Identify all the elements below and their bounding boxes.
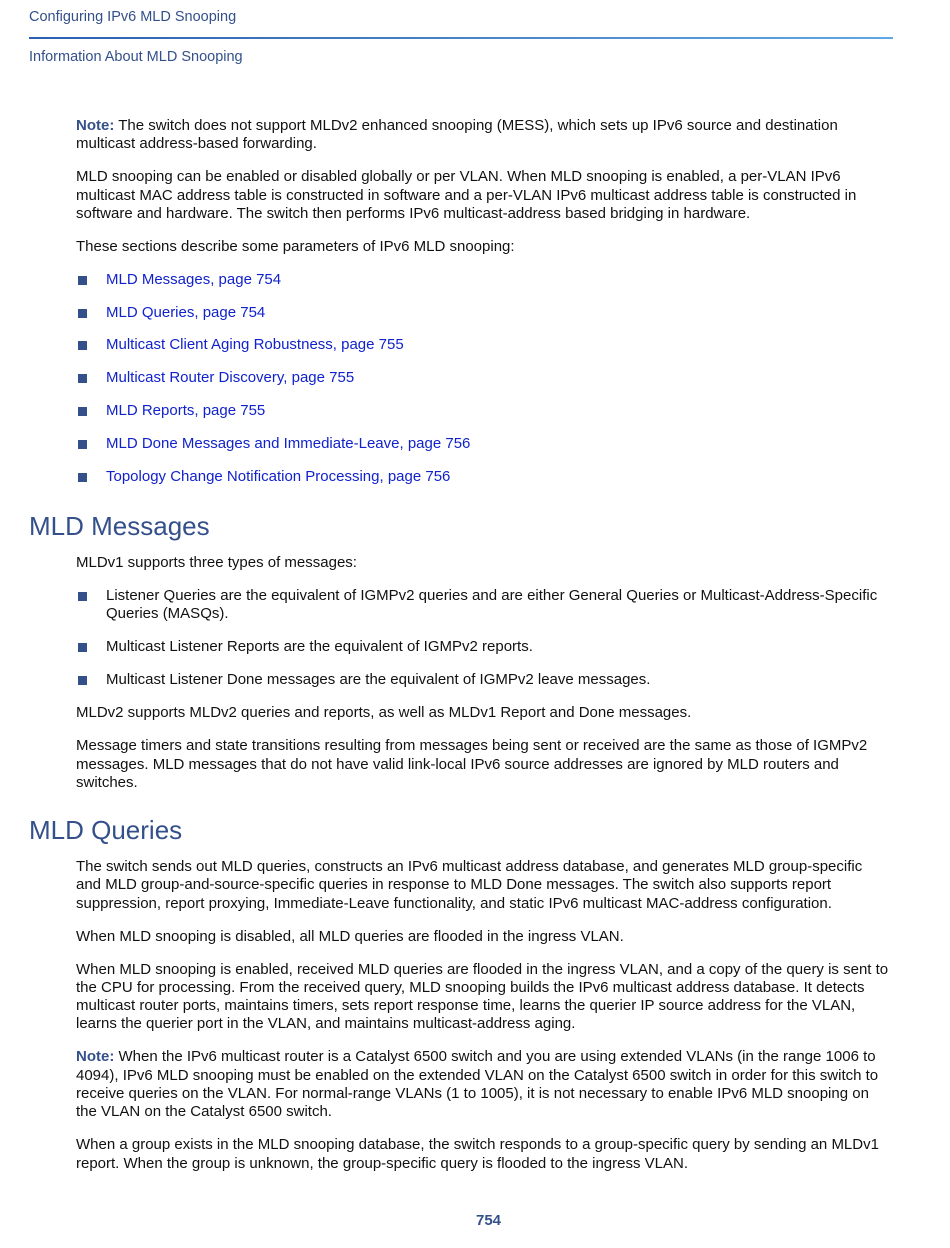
list-item xyxy=(76,402,891,420)
list-item xyxy=(76,336,891,354)
messages-lead-paragraph: MLDv1 supports three types of messages: xyxy=(76,554,357,571)
note-text: The switch does not support MLDv2 enhanced snooping (MESS), which sets up IPv6 source and destination multicast address-based forwarding. xyxy=(76,117,838,153)
bullet-square-icon xyxy=(78,643,87,652)
heading-mld-queries: MLD Queries xyxy=(29,815,183,845)
note-text: When the IPv6 multicast router is a Catalyst 6500 switch and you are using extended VLANs (in the range 1006 to 4094), IPv6 MLD snooping must be enabled on the extended VLAN on the Catalyst 6500 switch in order for this switch to receive queries on the VLAN. For normal-range VLANs (1 to 1005), it is not necessary to enable IPv6 MLD snooping on the VLAN on the Catalyst 6500 switch. xyxy=(76,1048,879,1121)
queries-paragraph: When a group exists in the MLD snooping database, the switch responds to a group-specific query by sending an MLDv1 report. When the group is unknown, the group-specific query is flooded to the ingress VLAN. xyxy=(76,1136,879,1172)
bullet-square-icon xyxy=(78,407,87,416)
queries-paragraph: The switch sends out MLD queries, constructs an IPv6 multicast address database, and generates MLD group-specific and MLD group-and-source-specific queries in response to MLD Done messages. The switch also supports report suppression, report proxying, Immediate-Leave functionality, and static IPv6 multicast MAC-address configuration. xyxy=(76,858,863,912)
section-link-list xyxy=(76,271,891,486)
list-item-text: Listener Queries are the equivalent of IGMPv2 queries and are either General Queries or Multicast-Address-Specific Queries (MASQs). xyxy=(106,586,878,623)
link-mld-queries[interactable]: MLD Queries, page 754 xyxy=(106,303,266,321)
intro-section xyxy=(76,117,891,500)
link-client-aging[interactable]: Multicast Client Aging Robustness, page 755 xyxy=(106,336,404,354)
list-item xyxy=(76,271,891,289)
note-label: Note: xyxy=(76,117,115,134)
list-item xyxy=(76,638,891,656)
intro-lead-paragraph: These sections describe some parameters of IPv6 MLD snooping: xyxy=(76,237,515,255)
intro-note xyxy=(76,117,891,154)
heading-mld-messages: MLD Messages xyxy=(29,511,210,541)
bullet-square-icon xyxy=(78,440,87,449)
list-item xyxy=(76,369,891,387)
section-title: Information About MLD Snooping xyxy=(29,49,243,65)
messages-section xyxy=(76,554,891,807)
chapter-title: Configuring IPv6 MLD Snooping xyxy=(29,9,237,25)
list-item xyxy=(76,435,891,453)
messages-paragraph: MLDv2 supports MLDv2 queries and reports, as well as MLDv1 Report and Done messages. xyxy=(76,704,692,722)
intro-paragraph: MLD snooping can be enabled or disabled globally or per VLAN. When MLD snooping is enabled, a per-VLAN IPv6 multicast MAC address table is constructed in software and a per-VLAN IPv6 multicast address table is constructed in software and hardware. The switch then performs IPv6 multicast-address based bridging in hardware. xyxy=(76,168,857,222)
messages-paragraph: Message timers and state transitions resulting from messages being sent or received are the same as those of IGMPv2 messages. MLD messages that do not have valid link-local IPv6 source addresses are ignored by MLD routers and switches. xyxy=(76,737,868,791)
bullet-square-icon xyxy=(78,309,87,318)
queries-paragraph: When MLD snooping is enabled, received MLD queries are flooded in the ingress VLAN, and a copy of the query is sent to the CPU for processing. From the received query, MLD snooping builds the IPv6 multicast address database. It detects multicast router ports, maintains timers, sets report response time, learns the querier IP source address for the VLAN, learns the querier port in the VLAN, and maintains multicast-address aging. xyxy=(76,960,889,1033)
link-mld-reports[interactable]: MLD Reports, page 755 xyxy=(106,402,266,420)
queries-section xyxy=(76,858,891,1188)
link-mld-messages[interactable]: MLD Messages, page 754 xyxy=(106,270,282,288)
queries-note xyxy=(76,1048,891,1121)
link-router-discovery[interactable]: Multicast Router Discovery, page 755 xyxy=(106,369,355,387)
page-number: 754 xyxy=(475,1212,502,1229)
link-topology-change[interactable]: Topology Change Notification Processing, page 756 xyxy=(106,467,451,485)
header-divider xyxy=(29,37,893,39)
bullet-square-icon xyxy=(78,341,87,350)
queries-paragraph: When MLD snooping is disabled, all MLD queries are flooded in the ingress VLAN. xyxy=(76,927,624,945)
list-item xyxy=(76,587,891,624)
link-done-messages[interactable]: MLD Done Messages and Immediate-Leave, page 756 xyxy=(106,434,471,452)
bullet-square-icon xyxy=(78,374,87,383)
list-item-text: Multicast Listener Done messages are the equivalent of IGMPv2 leave messages. xyxy=(106,671,651,689)
note-label: Note: xyxy=(76,1048,115,1066)
bullet-square-icon xyxy=(78,276,87,285)
list-item xyxy=(76,671,891,689)
list-item xyxy=(76,468,891,486)
bullet-square-icon xyxy=(78,473,87,482)
bullet-square-icon xyxy=(78,592,87,601)
list-item-text: Multicast Listener Reports are the equivalent of IGMPv2 reports. xyxy=(106,638,533,656)
list-item xyxy=(76,304,891,322)
bullet-square-icon xyxy=(78,676,87,685)
message-type-list xyxy=(76,587,891,690)
